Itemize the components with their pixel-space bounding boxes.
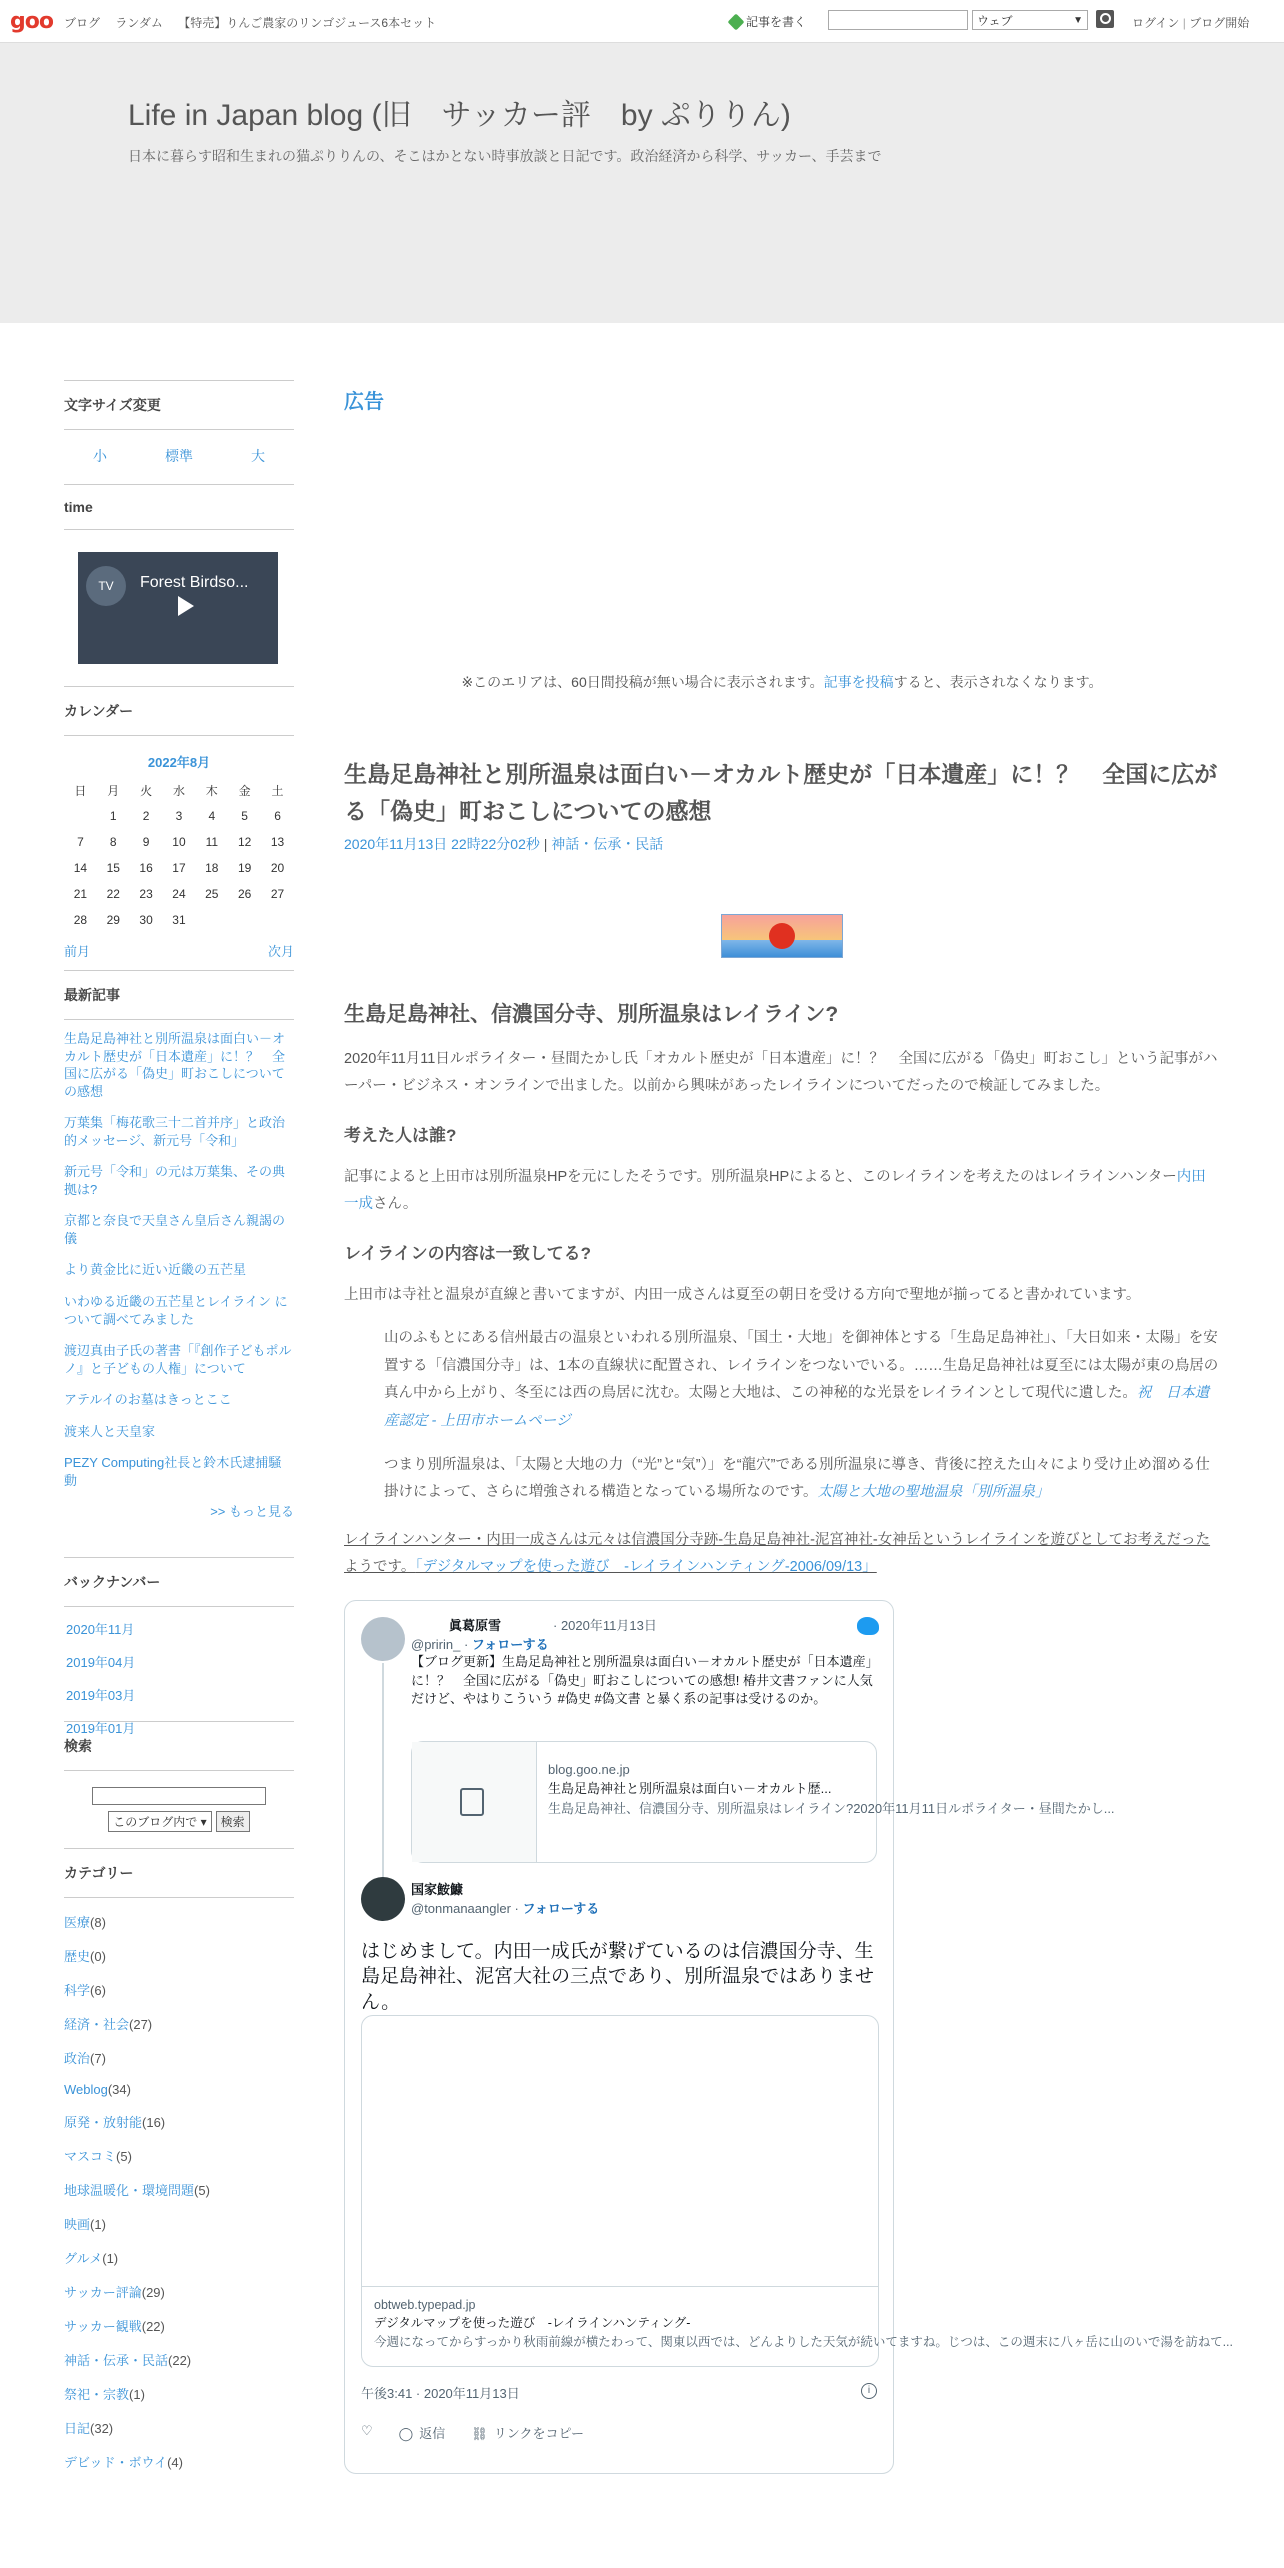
blog-description: 日本に暮らす昭和生まれの猫ぷりりんの、そこはかとない時事放談と日記です。政治経済から科学、サッカー、手芸まで (128, 148, 882, 164)
weekday: 金 (238, 783, 251, 798)
thread-line (382, 1663, 384, 1901)
nav-promo[interactable]: 【特売】りんご農家のリンゴジュース6本セット (178, 16, 437, 30)
category-item[interactable] (64, 2014, 294, 2033)
recent-item[interactable]: 新元号「令和」の元は万葉集、その典拠は? (64, 1164, 286, 1197)
font-size-heading: 文字サイズ変更 (64, 380, 294, 430)
category-item[interactable] (64, 2048, 294, 2067)
category-name[interactable]: デビッド・ボウイ (64, 2454, 168, 2470)
category-item[interactable] (64, 1946, 294, 1965)
video-title: Forest Birdso... (140, 574, 249, 591)
paragraph-text: 記事によると上田市は別所温泉HPを元にしたそうです。別所温泉HPによると、このレイラインを考えたのはレイラインハンター (344, 1168, 1177, 1185)
category-count: (4) (167, 2454, 183, 2470)
category-item[interactable] (64, 2112, 294, 2131)
category-count: (29) (141, 2284, 165, 2300)
calendar-day: 19 (237, 861, 252, 875)
calendar-weekdays (64, 777, 294, 803)
post-category[interactable]: 神話・伝承・民話 (551, 835, 664, 852)
video-embed[interactable] (78, 552, 278, 664)
calendar-day: 24 (172, 887, 186, 901)
recent-item[interactable]: アテルイのお墓はきっとここ (64, 1392, 232, 1408)
uchida-link[interactable]: 内田一成 (344, 1168, 1206, 1213)
search-scope-select[interactable] (972, 10, 1088, 30)
handle-text: @tonmanaangler (411, 1900, 511, 1916)
categories-heading: カテゴリー (64, 1848, 294, 1898)
calendar-day: 30 (139, 913, 153, 927)
link-card[interactable] (411, 1741, 1115, 1863)
divider: | (1182, 16, 1186, 30)
calendar-day (64, 803, 97, 829)
calendar-week (64, 829, 294, 855)
search-scope-value: ウェブ (977, 14, 1013, 28)
meta-separator: | (539, 835, 552, 852)
follow-link[interactable]: フォローする (471, 1636, 549, 1652)
category-count: (16) (142, 2114, 166, 2130)
time-heading: time (64, 484, 294, 530)
handle-text: @pririn_ (411, 1636, 461, 1652)
calendar-day: 25 (205, 887, 219, 901)
category-count: (1) (90, 2216, 106, 2232)
post-title[interactable]: 生島足島神社と別所温泉は面白い－オカルト歴史が「日本遺産」に！？ 全国に広がる「偽史」町おこしについての感想 (344, 761, 1218, 824)
category-name[interactable]: 医療 (64, 1914, 91, 1930)
card-thumbnail (412, 1742, 537, 1862)
blockquote (384, 1325, 1220, 1435)
write-article-link[interactable] (730, 13, 806, 30)
sidebar (64, 380, 294, 2486)
calendar-heading: カレンダー (64, 686, 294, 736)
underlined-paragraph (344, 1527, 1220, 1582)
category-count: (22) (168, 2352, 192, 2368)
calendar-day: 12 (237, 835, 252, 849)
category-count: (27) (129, 2016, 153, 2032)
card-domain: obtweb.typepad.jp (374, 2297, 476, 2312)
quote-text: 山のふもとにある信州最古の温泉といわれる別所温泉、「国土・大地」を御神体とする「生島足島神社」、「大日如来・太陽」を安置する「信濃国分寺」は、1本の直線状に配置され、レイラインをつないでいる。……生島足島神社は夏至には太陽が東の鳥居の真ん中から上がり、冬至には西の鳥居に沈む。太陽と大地は、この神秘的な光景をレイラインとして現代に遺した。 (384, 1330, 1219, 1402)
category-name[interactable]: 科学 (64, 1982, 91, 1998)
tweet-time[interactable]: 午後3:41 · 2020年11月13日 (361, 2385, 520, 2401)
card-domain: blog.goo.ne.jp (548, 1761, 630, 1777)
calendar-day: 14 (73, 861, 88, 875)
sunrise-image (721, 914, 843, 958)
category-count: (32) (90, 2420, 114, 2436)
play-icon[interactable] (178, 596, 194, 616)
card-desc: 生島足島神社、信濃国分寺、別所温泉はレイライン?2020年11月11日ルポライター・昼間たかし... (548, 1800, 1115, 1816)
recent-item[interactable]: 京都と奈良で天皇さん皇后さん親謁の儀 (64, 1213, 286, 1246)
blog-search-row (108, 1811, 249, 1832)
copy-label: リンクをコピー (493, 2425, 584, 2441)
category-count: (1) (102, 2250, 119, 2266)
category-name[interactable]: グルメ (64, 2250, 103, 2266)
blog-search-scope-value: このブログ内で (113, 1814, 198, 1829)
calendar-day: 16 (139, 861, 153, 875)
calendar-day: 23 (139, 887, 153, 901)
like-icon[interactable]: ♡ (361, 2422, 373, 2438)
weekday: 日 (74, 783, 87, 798)
digital-map-link[interactable]: 「デジタルマップを使った遊び -レイラインハンティング-2006/09/13」 (415, 1559, 877, 1576)
category-item[interactable] (64, 2418, 294, 2437)
blog-search (64, 1771, 294, 1848)
recent-item[interactable]: いわゆる近畿の五芒星とレイライン について調べてみました (64, 1294, 288, 1327)
backnumber-item[interactable]: 2019年01月 (66, 1720, 136, 1736)
calendar-day: 1 (109, 809, 117, 823)
follow-link[interactable]: フォローする (522, 1900, 600, 1916)
main-content (344, 385, 1233, 2474)
backnumber-item[interactable]: 2020年11月 (66, 1621, 135, 1637)
category-name[interactable]: 歴史 (64, 1948, 91, 1964)
category-item[interactable] (64, 2248, 294, 2267)
category-name[interactable]: 神話・伝承・民話 (64, 2352, 169, 2368)
calendar-day: 4 (208, 809, 216, 823)
calendar-day: 26 (237, 887, 252, 901)
category-name[interactable]: 政治 (64, 2050, 91, 2066)
calendar-day: 18 (205, 861, 219, 875)
copy-link-button[interactable] (471, 2423, 584, 2442)
post-article-link[interactable]: 記事を投稿 (823, 674, 894, 690)
more-link[interactable]: >> もっと見る (210, 1504, 294, 1520)
card-text (374, 2296, 1233, 2352)
calendar-day: 9 (142, 835, 150, 849)
category-item[interactable] (64, 2384, 294, 2403)
top-nav (64, 14, 448, 31)
category-name[interactable]: Weblog (64, 2081, 108, 2097)
tweet-user-name[interactable]: 眞葛原雪 (449, 1617, 502, 1633)
calendar-day: 28 (73, 913, 88, 927)
nav-random[interactable]: ランダム (115, 16, 163, 30)
login-link[interactable]: ログイン (1132, 16, 1180, 30)
weekday: 水 (172, 783, 185, 798)
calendar-day: 11 (205, 835, 219, 849)
calendar (64, 736, 294, 970)
nav-blog[interactable]: ブログ (64, 16, 101, 30)
recent-item[interactable]: より黄金比に近い近畿の五芒星 (64, 1262, 247, 1278)
top-search-input[interactable] (828, 10, 968, 30)
calendar-day: 20 (270, 861, 285, 875)
calendar-day: 13 (270, 835, 285, 849)
calendar-day: 22 (106, 887, 120, 901)
category-count: (6) (90, 1982, 106, 1998)
tweet-date[interactable]: · 2020年11月13日 (553, 1617, 657, 1633)
calendar-day: 6 (274, 809, 281, 823)
weekday: 土 (271, 783, 284, 798)
link-card[interactable] (361, 2015, 1233, 2367)
search-icon[interactable] (1096, 10, 1114, 28)
calendar-day: 29 (106, 913, 120, 927)
blog-start-link[interactable]: ブログ開始 (1189, 16, 1250, 30)
weekday: 月 (107, 783, 120, 798)
recent-item[interactable]: 万葉集「梅花歌三十二首并序」と政治的メッセージ、新元号「令和」 (64, 1115, 286, 1148)
section-heading: 生島足島神社、信濃国分寺、別所温泉はレイライン? (344, 1002, 839, 1026)
ad-heading: 広告 (344, 391, 384, 413)
paragraph-text: さん。 (373, 1196, 418, 1213)
font-size-small[interactable]: 小 (93, 448, 107, 464)
bessho-onsen-link[interactable]: 太陽と大地の聖地温泉「別所温泉」 (817, 1484, 1050, 1501)
card-title: デジタルマップを使った遊び -レイラインハンティング- (374, 2316, 691, 2331)
reply-button[interactable] (399, 2423, 446, 2442)
backnumber-heading: バックナンバー (64, 1557, 294, 1607)
calendar-week (64, 803, 294, 829)
paragraph-text: レイラインハンター・内田一成さんは元々は信濃国分寺跡-生島足島神社-泥宮神社-女神岳というレイラインを遊びとしてお考えだったようです。 (344, 1531, 1211, 1576)
paragraph: 上田市は寺社と温泉が直線と書いてますが、内田一成さんは夏至の朝日を受ける方向で聖地が揃ってると書かれています。 (344, 1286, 1141, 1303)
tweet-main-text: はじめまして。内田一成氏が繋げているのは信濃国分寺、生島足島神社、泥宮大社の三点であり、別所温泉ではありません。 (361, 1940, 875, 2013)
category-item[interactable] (64, 2282, 294, 2301)
blog-search-button[interactable]: 検索 (216, 1811, 250, 1832)
tweet-handle: @tonmanaangler · フォローする (411, 1900, 600, 1916)
calendar-day: 7 (77, 835, 84, 849)
calendar-day: 10 (172, 835, 186, 849)
top-bar (0, 0, 1284, 43)
category-count: (5) (194, 2182, 210, 2198)
next-month-link[interactable]: 次月 (267, 944, 294, 959)
category-count: (1) (129, 2386, 145, 2402)
category-count: (22) (141, 2318, 165, 2334)
font-size-large[interactable]: 大 (251, 448, 265, 464)
account-links (1132, 14, 1249, 31)
calendar-month[interactable]: 2022年8月 (147, 755, 211, 770)
calendar-day: 2 (142, 809, 150, 823)
category-item[interactable] (64, 2350, 294, 2369)
calendar-day: 27 (270, 887, 285, 901)
category-list (64, 1898, 294, 2471)
calendar-day: 3 (175, 809, 183, 823)
calendar-day: 5 (241, 809, 248, 823)
paragraph (344, 1164, 1220, 1219)
calendar-day: 21 (73, 887, 88, 901)
category-count: (7) (90, 2050, 106, 2066)
ad-note-suffix: すると、表示されなくなります。 (893, 674, 1103, 690)
sun-icon (769, 923, 795, 949)
blog-header (0, 43, 1284, 323)
backnumber-item[interactable]: 2019年04月 (66, 1654, 136, 1670)
ueda-city-link[interactable]: 祝 日本遺産認定 - 上田市ホームページ (384, 1385, 1210, 1429)
backnumber-list[interactable] (64, 1607, 294, 1736)
calendar-table (64, 777, 294, 933)
category-name[interactable]: 原発・放射能 (64, 2114, 143, 2130)
blockquote (384, 1452, 1220, 1507)
font-size-options (64, 430, 294, 484)
goo-logo[interactable]: goo (10, 9, 53, 34)
category-item[interactable] (64, 2452, 294, 2471)
card-text (548, 1760, 1115, 1819)
tweet-actions (361, 2423, 584, 2442)
info-icon[interactable]: i (861, 2383, 877, 2399)
paragraph: 2020年11月11日ルポライター・昼間たかし氏「オカルト歴史が「日本遺産」に！？ 全国に広がる「偽史」町おこし」という記事がハーパー・ビジネス・オンラインで出ました。以前から興味があったレイラインについてだったので検証してみました。 (344, 1050, 1218, 1095)
category-name[interactable]: 映画 (64, 2216, 91, 2232)
category-name[interactable]: 経済・社会 (64, 2016, 130, 2032)
calendar-day: 17 (172, 861, 186, 875)
calendar-day: 31 (172, 913, 186, 927)
link-icon: ⛓ (471, 2425, 488, 2441)
category-count: (34) (107, 2081, 131, 2097)
category-name[interactable]: サッカー観戦 (64, 2318, 142, 2334)
post-meta (344, 834, 1220, 854)
embedded-tweet[interactable] (344, 1600, 1233, 2474)
twitter-bird-icon[interactable] (857, 1617, 879, 1635)
backnumber-item[interactable]: 2019年03月 (66, 1687, 136, 1703)
category-name[interactable]: サッカー評論 (64, 2284, 142, 2300)
category-item[interactable] (64, 2316, 294, 2335)
font-size-normal[interactable]: 標準 (165, 448, 193, 464)
calendar-week (64, 855, 294, 881)
recent-item[interactable]: 渡来人と天皇家 (64, 1423, 156, 1439)
tweet-handle: @pririn_ · フォローする (411, 1636, 549, 1652)
blog-search-scope[interactable]: このブログ内で ▾ (108, 1811, 211, 1832)
search-heading: 検索 (64, 1721, 294, 1771)
weekday: 木 (205, 783, 218, 798)
calendar-day: 15 (106, 861, 120, 875)
recent-list (64, 1020, 294, 1557)
category-item[interactable] (64, 2214, 294, 2233)
tweet-user-name[interactable]: 国家鮟鱇 (411, 1881, 464, 1897)
ad-note-prefix: ※このエリアは、60日間投稿が無い場合に表示されます。 (461, 674, 824, 690)
pen-icon (728, 14, 745, 31)
category-item[interactable] (64, 2146, 294, 2165)
calendar-week (64, 907, 294, 933)
avatar[interactable] (361, 1617, 405, 1661)
calendar-nav (64, 941, 294, 960)
subheading: レイラインの内容は一致してる? (344, 1243, 592, 1263)
card-divider (362, 2286, 878, 2287)
document-icon (460, 1788, 484, 1816)
calendar-day (195, 907, 228, 933)
category-name[interactable]: マスコミ (64, 2148, 117, 2164)
calendar-day (261, 907, 294, 933)
category-count: (8) (90, 1914, 106, 1930)
reply-label: 返信 (419, 2425, 446, 2441)
blog-search-input[interactable] (92, 1787, 266, 1805)
recent-item[interactable]: 生島足島神社と別所温泉は面白い－オカルト歴史が「日本遺産」に！？ 全国に広がる「偽史」町おこしについての感想 (64, 1031, 286, 1099)
quote-text: つまり別所温泉は、「太陽と大地の力（“光”と“気”）」を“龍穴”である別所温泉に導き、背後に控えた山々により受け止め溜める仕掛けによって、さらに増強される構造となっている場所なのです。 (384, 1456, 1210, 1501)
channel-logo: TV (86, 566, 126, 606)
chevron-down-icon: ▼ (1073, 15, 1083, 26)
recent-heading: 最新記事 (64, 970, 294, 1020)
avatar[interactable] (361, 1877, 405, 1921)
category-item[interactable] (64, 2180, 294, 2199)
calendar-day: 8 (109, 835, 117, 849)
card-title: 生島足島神社と別所温泉は面白い－オカルト歴... (548, 1781, 832, 1797)
prev-month-link[interactable]: 前月 (64, 944, 91, 959)
category-name[interactable]: 日記 (64, 2420, 91, 2436)
blog-title[interactable]: Life in Japan blog (旧 サッカー評 by ぷりりん) (128, 99, 791, 132)
card-desc: 今週になってからすっかり秋雨前線が横たわって、関東以西では、どんよりした天気が続いてますね。じつは、この週末に八ヶ岳に山のいで湯を訪ねて... (374, 2335, 1233, 2350)
calendar-day (228, 907, 261, 933)
category-item[interactable] (64, 2082, 294, 2097)
category-item[interactable] (64, 1912, 294, 1931)
reply-icon: ◯ (398, 2425, 414, 2441)
ad-note (344, 672, 1220, 692)
category-item[interactable] (64, 1980, 294, 1999)
recent-item[interactable]: PEZY Computing社長と鈴木氏逮捕騒動 (64, 1455, 282, 1488)
category-name[interactable]: 祭祀・宗教 (64, 2386, 130, 2402)
weekday: 火 (140, 783, 153, 798)
category-name[interactable]: 地球温暖化・環境問題 (64, 2182, 195, 2198)
category-count: (0) (90, 1948, 106, 1964)
post-date[interactable]: 2020年11月13日 22時22分02秒 (344, 835, 540, 852)
subheading: 考えた人は誰? (344, 1125, 457, 1145)
category-count: (5) (116, 2148, 132, 2164)
calendar-week (64, 881, 294, 907)
tweet-text: 【ブログ更新】生島足島神社と別所温泉は面白い－オカルト歴史が「日本遺産」に！？ 全国に広がる「偽史」町おこしについての感想! 椿井文書ファンに人気だけど、やはりこういう #偽史 #偽文書 と暴く系の記事は受けるのか。 (411, 1653, 879, 1707)
recent-item[interactable]: 渡辺真由子氏の著書「『創作子どもポルノ』と子どもの人権」について (64, 1343, 292, 1376)
write-label: 記事を書く (746, 15, 807, 29)
